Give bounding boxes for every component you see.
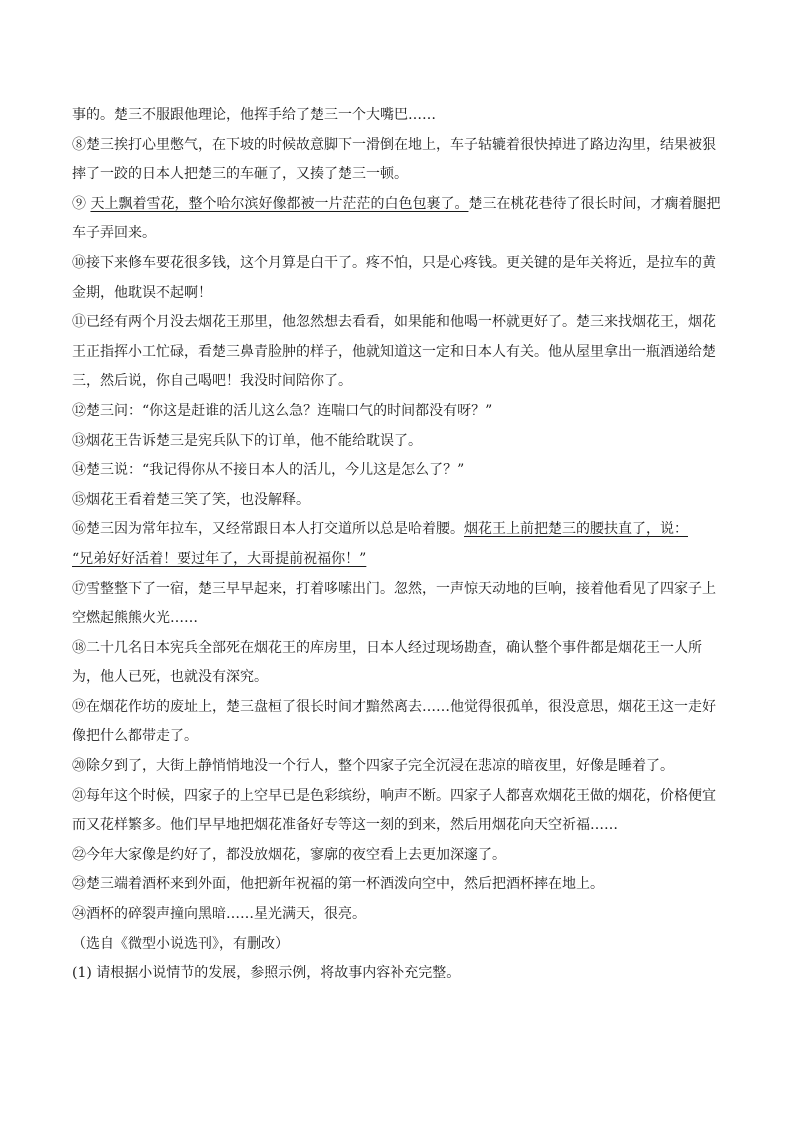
text-segment: 车子弄回来。: [72, 225, 156, 242]
text-line: [72, 841, 722, 871]
text-line: [72, 811, 722, 841]
text-segment: ⑭楚三说：“我记得你从不接日本人的活儿，今儿这是怎么了？”: [72, 462, 465, 479]
text-segment: 为，他人已死，也就没有深究。: [72, 669, 268, 686]
text-line: [72, 900, 722, 930]
text-line: [72, 545, 722, 575]
text-segment: 金期，他耽误不起啊！: [72, 284, 212, 301]
text-segment: 三，然后说，你自己喝吧！我没时间陪你了。: [72, 373, 352, 390]
text-segment: ⑯楚三因为常年拉车，又经常跟日本人打交道所以总是哈着腰。: [72, 521, 464, 538]
text-line: [72, 160, 722, 190]
text-line: [72, 249, 722, 279]
text-segment: ⑳除夕到了，大街上静悄悄地没一个行人，整个四家子完全沉浸在悲凉的暗夜里，好像是睡着了。: [72, 758, 674, 775]
text-segment: （选自《微型小说选刊》，有删改）: [72, 935, 289, 952]
text-line: [72, 427, 722, 457]
text-line: [72, 663, 722, 693]
text-segment: ⑮烟花王看着楚三笑了笑，也没解释。: [72, 491, 310, 508]
text-segment: ㉒今年大家像是约好了，都没放烟花，寥廓的夜空看上去更加深邃了。: [72, 846, 506, 863]
text-segment: 王正指挥小工忙碌，看楚三鼻青脸肿的样子，他就知道这一定和日本人有关。他从屋里拿出一瓶酒递给楚: [72, 343, 716, 360]
text-segment: ⑰雪整整下了一宿，楚三早早起来，打着哆嗦出门。忽然，一声惊天动地的巨响，接着他看见了四家子上: [72, 580, 716, 597]
text-segment: 楚三在桃花巷待了很长时间，才瘸着腿把: [468, 195, 721, 212]
text-line: [72, 456, 722, 486]
text-line: [72, 101, 722, 131]
text-segment: ⑬烟花王告诉楚三是宪兵队下的订单，他不能给耽误了。: [72, 432, 422, 449]
text-line: [72, 722, 722, 752]
underlined-text: “兄弟好好活着！要过年了，大哥提前祝福你！”: [72, 550, 367, 567]
text-segment: 摔了一跤的日本人把楚三的车砸了，又揍了楚三一顿。: [72, 166, 408, 183]
text-segment: ⑱二十几名日本宪兵全部死在烟花王的库房里，日本人经过现场勘查，确认整个事件都是烟花王一人所: [72, 639, 702, 656]
text-line: [72, 634, 722, 664]
text-line: [72, 782, 722, 812]
text-segment: ㉑每年这个时候，四家子的上空早已是色彩缤纷，响声不断。四家子人都喜欢烟花王做的烟花，价格便宜: [72, 787, 716, 804]
text-segment: ⑩接下来修车要花很多钱，这个月算是白干了。疼不怕，只是心疼钱。更关键的是年关将近，是拉车的黄: [72, 254, 716, 271]
text-segment: 事的。楚三不服跟他理论，他挥手给了楚三一个大嘴巴……: [72, 107, 436, 123]
text-segment: ⑧楚三挨打心里憋气，在下坡的时候故意脚下一滑倒在地上，车子轱辘着很快掉进了路边沟里，结果被狠: [72, 136, 716, 153]
text-segment: 空燃起熊熊火光……: [72, 610, 198, 627]
story-text: [72, 101, 722, 989]
text-line: [72, 752, 722, 782]
text-segment: ⑫楚三问：“你这是赶谁的活儿这么急？连喘口气的时间都没有呀？”: [72, 402, 493, 419]
text-line: [72, 870, 722, 900]
text-segment: 像把什么都带走了。: [72, 728, 198, 745]
text-line: [72, 486, 722, 516]
underlined-text: 烟花王上前把楚三的腰扶直了，说：: [464, 521, 688, 538]
text-segment: ㉔酒杯的碎裂声撞向黑暗……星光满天，很亮。: [72, 906, 366, 923]
text-line: [72, 604, 722, 634]
text-line: [72, 219, 722, 249]
text-line: [72, 308, 722, 338]
text-segment: ⑪已经有两个月没去烟花王那里，他忽然想去看看，如果能和他喝一杯就更好了。楚三来找烟花王，烟花: [72, 314, 716, 331]
text-line: [72, 279, 722, 309]
text-segment: ⑨: [72, 195, 91, 212]
text-line: [72, 367, 722, 397]
text-segment: (1) 请根据小说情节的发展，参照示例，将故事内容补充完整。: [72, 965, 461, 982]
text-line: [72, 959, 722, 989]
text-line: [72, 515, 722, 545]
text-line: [72, 693, 722, 723]
text-line: [72, 338, 722, 368]
text-line: [72, 397, 722, 427]
text-segment: 而又花样繁多。他们早早地把烟花准备好专等这一刻的到来，然后用烟花向天空祈福……: [72, 817, 618, 834]
text-line: [72, 930, 722, 960]
text-segment: ⑲在烟花作坊的废址上，楚三盘桓了很长时间才黯然离去……他觉得很孤单，很没意思，烟花王这一走好: [72, 698, 716, 715]
underlined-text: 天上飘着雪花，整个哈尔滨好像都被一片茫茫的白色包裹了。: [90, 195, 469, 212]
text-line: [72, 575, 722, 605]
text-line: [72, 131, 722, 161]
text-line: [72, 190, 722, 220]
text-segment: ㉓楚三端着酒杯来到外面，他把新年祝福的第一杯酒泼向空中，然后把酒杯摔在地上。: [72, 876, 604, 893]
